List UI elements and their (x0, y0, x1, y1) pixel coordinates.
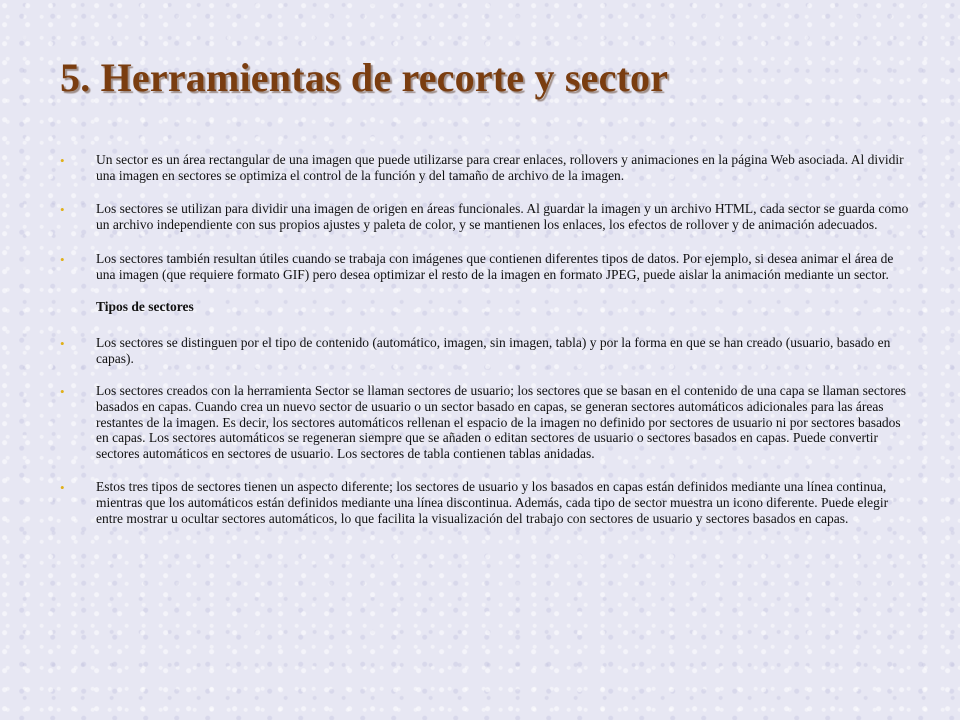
bullet-paragraph (58, 383, 910, 461)
bullet-icon: • (60, 202, 65, 218)
bullet-icon: • (60, 153, 65, 168)
paragraph-text: Los sectores creados con la herramienta Sector se llaman sectores de usuario; los sectores que se basan en el contenido de una capa se llaman sectores basados en capas. Cuando crea un nuevo sector de usuario o un sector basado en capas, se generan sectores automáticos adicionales para las áreas restantes de la imagen. Es decir, los sectores automáticos rellenan el espacio de la imagen no definido por sectores de usuario ni por sectores basados en capas. Los sectores automáticos se regeneran siempre que se añaden o editan sectores de usuario o sectores basados en capas. Puede convertir sectores automáticos en sectores de usuario. Los sectores de tabla contienen tablas anidadas. (96, 383, 907, 461)
paragraph-text: Los sectores se utilizan para dividir una imagen de origen en áreas funcionales. Al guardar la imagen y un archivo HTML, cada sector se guarda como un archivo independiente con sus propios ajustes y paleta de color, y se mantienen los enlaces, los efectos de rollover y de animación adecuados. (96, 201, 909, 232)
paragraph-text: Estos tres tipos de sectores tienen un aspecto diferente; los sectores de usuario y los basados en capas están definidos mediante una línea continua, mientras que los automáticos están definidos mediante una línea discontinua. Además, cada tipo de sector muestra un icono diferente. Puede elegir entre mostrar u ocultar sectores automáticos, lo que facilita la visualización del trabajo con sectores de usuario y sectores basados en capas. (96, 479, 889, 526)
section-subheading: Tipos de sectores (96, 298, 194, 314)
bullet-icon: • (60, 336, 65, 352)
bullet-paragraph (58, 251, 910, 282)
bullet-icon: • (60, 384, 65, 400)
paragraph-text: Los sectores se distinguen por el tipo de contenido (automático, imagen, sin imagen, tabla) y por la forma en que se han creado (usuario, basado en capas). (96, 335, 891, 366)
paragraph-text: Los sectores también resultan útiles cuando se trabaja con imágenes que contienen diferentes tipos de datos. Por ejemplo, si desea animar el área de una imagen (que requiere formato GIF) pero desea optimizar el resto de la imagen en formato JPEG, puede aislar la animación mediante un sector. (96, 251, 894, 282)
bullet-paragraph (58, 152, 910, 183)
paragraph-text: Un sector es un área rectangular de una imagen que puede utilizarse para crear enlaces, rollovers y animaciones en la página Web asociada. Al dividir una imagen en sectores se optimiza el control de la función y del tamaño de archivo de la imagen. (96, 152, 904, 183)
bullet-paragraph (58, 335, 910, 366)
bullet-paragraph (58, 479, 910, 526)
bullet-paragraph (58, 201, 910, 232)
bullet-icon: • (60, 252, 65, 268)
slide-title: 5. Herramientas de recorte y sector (60, 55, 669, 100)
slide-body (58, 152, 910, 526)
bullet-icon: • (60, 480, 65, 496)
